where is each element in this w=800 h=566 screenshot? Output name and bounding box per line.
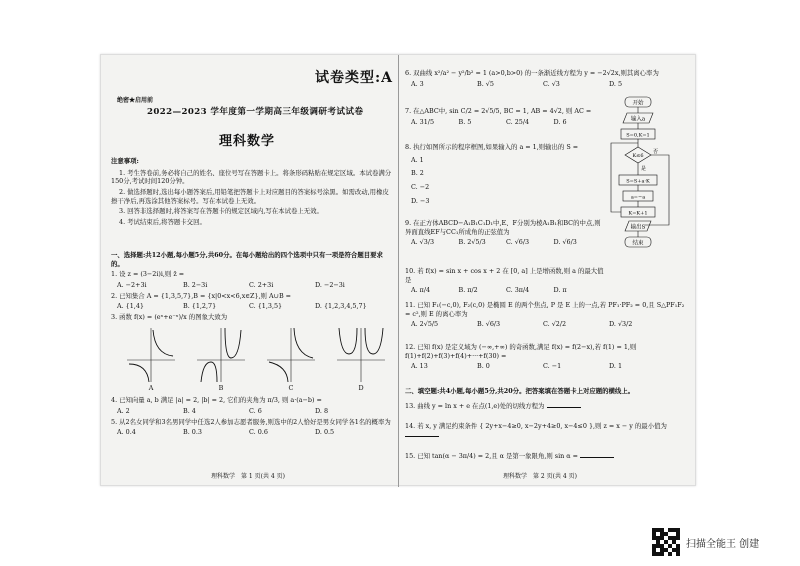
- option: B. {1,2,7}: [183, 302, 217, 311]
- question-2: 2. 已知集合 A = {1,3,5,7},B = {x|0<x<6,x∈Z},则 A∪B =: [111, 291, 292, 300]
- secret-label: 绝密★启用前: [117, 97, 154, 104]
- option: B. 0.3: [183, 428, 202, 437]
- fill-in-section: [405, 387, 691, 460]
- option: B. 2√5/3: [458, 238, 486, 247]
- flow-end: 结束: [632, 240, 644, 247]
- option: D. 0.5: [315, 428, 335, 437]
- option: A. 2√5/5: [411, 320, 439, 329]
- options-4: [111, 407, 381, 416]
- options-9: [405, 238, 601, 247]
- option: C. {1,3,5}: [249, 302, 283, 311]
- option: D. 5: [609, 79, 623, 88]
- option: C. 6: [249, 407, 262, 416]
- option: B. √5: [477, 79, 494, 88]
- question-6: [405, 69, 691, 88]
- option: D. −2−3i: [315, 280, 345, 289]
- notes: [111, 157, 393, 228]
- question-13: [405, 402, 691, 411]
- graph-a-plot: [125, 324, 177, 384]
- question-3: 3. 函数 f(x) = (eˣ+e⁻ˣ)/x 的图象大致为: [111, 312, 228, 321]
- options-10: [405, 286, 601, 295]
- flow-sum: S=S+a·K: [626, 178, 650, 185]
- options-1: [111, 281, 381, 290]
- question-9: [405, 219, 605, 247]
- flow-yes: 是: [641, 166, 647, 172]
- option: C. √6/3: [506, 238, 530, 247]
- flow-condition: K≤6: [632, 153, 644, 159]
- graph-b-plot: [195, 324, 247, 384]
- options-7: [405, 118, 601, 127]
- answer-blank: [580, 457, 614, 458]
- option: C. 0.6: [249, 428, 268, 437]
- options-5: [111, 428, 381, 437]
- option: A. √3/3: [411, 238, 435, 247]
- flow-increment: K=K+1: [628, 210, 648, 217]
- function-graphs: [111, 324, 395, 394]
- graph-c-plot: [265, 324, 317, 384]
- question-7: [405, 107, 605, 126]
- question-text: 8. 执行如图所示的程序框图,如果输入的 a = 1,则输出的 S =: [405, 143, 579, 151]
- option: A. π/4: [411, 286, 431, 295]
- option: D. 1: [609, 362, 623, 371]
- question-10: [405, 267, 605, 295]
- option: B. 5: [458, 117, 472, 126]
- option: B. 2: [411, 169, 424, 178]
- paper-type: 试卷类型:A: [315, 70, 394, 86]
- notes-heading: 注意事项:: [111, 157, 139, 165]
- graph-label: D: [358, 384, 364, 393]
- graph-b: [195, 324, 247, 394]
- note-item: 4. 考试结束后,将答题卡交回。: [119, 217, 206, 226]
- option: C. 3π/4: [506, 286, 530, 295]
- section-heading: 二、填空题:共4小题,每小题5分,共20分。把答案填在答题卡上对应题的横线上。: [405, 387, 635, 395]
- page-2: [399, 55, 697, 487]
- option: C. 2+3i: [249, 280, 274, 289]
- option: D. {1,2,3,4,5,7}: [315, 302, 367, 311]
- option: D. −3: [411, 196, 430, 205]
- choice-section-left: [111, 251, 395, 437]
- option: D. 8: [315, 407, 329, 416]
- answer-blank: [547, 407, 581, 408]
- question-text: 11. 已知 F₁(−c,0), F₂(c,0) 是椭圆 E 的两个焦点, P 是 E 上的一点,若 PF₁·PF₂ = 0,且 S△PF₁F₂ = c²,则 E 的离心率为: [405, 301, 685, 318]
- option: C. √2/2: [543, 320, 567, 329]
- option: B. 4: [183, 407, 196, 416]
- exam-sheet: [100, 54, 696, 486]
- note-item: 1. 考生答卷前,务必将自己的姓名、座位号写在答题卡上。将条形码粘贴在规定区域。本试卷满分150分,考试时间120分钟。: [111, 168, 392, 186]
- subject-title: 理科数学: [219, 134, 276, 149]
- page-footer: 理科数学 第 1 页(共 4 页): [211, 472, 285, 480]
- question-15: [405, 452, 691, 461]
- option: B. 0: [477, 362, 490, 371]
- options-12: [405, 362, 675, 371]
- option: B. 2−3i: [183, 280, 208, 289]
- question-text: 12. 已知 f(x) 是定义域为 (−∞,+∞) 的奇函数,满足 f(x) = f(2−x),若 f(1) = 1,则 f(1)+f(2)+f(3)+f(4)+···+f(30) =: [405, 343, 637, 360]
- question-text: 14. 若 x, y 满足约束条件 { 2y+x−4≥0, x−2y+4≥0, x−4≤0 },则 z = x − y 的最小值为: [405, 422, 667, 431]
- flow-init: S=0,K=1: [626, 132, 650, 139]
- flow-input: 输入a: [630, 116, 646, 123]
- flow-start: 开始: [632, 100, 644, 107]
- page-footer: 理科数学 第 2 页(共 4 页): [503, 472, 577, 480]
- option: A. 3: [411, 79, 424, 88]
- option: C. −1: [543, 362, 562, 371]
- answer-blank: [405, 436, 439, 437]
- scanner-label: 扫描全能王 创建: [686, 538, 760, 550]
- question-text: 15. 已知 tan(α − 3π/4) = 2,且 α 是第一象限角,则 sin α =: [405, 451, 578, 460]
- flow-output: 输出S: [630, 224, 646, 231]
- option: C. 25/4: [506, 117, 530, 126]
- options-2: [111, 302, 381, 311]
- graph-label: C: [288, 384, 294, 393]
- option: A. {1,4}: [117, 302, 144, 311]
- question-text: 6. 双曲线 x²/a² − y²/b² = 1 (a>0,b>0) 的一条渐近线方程为 y = −2√2x,则其离心率为: [405, 69, 659, 77]
- question-12: [405, 343, 691, 371]
- section-heading: 一、选择题:共12小题,每小题5分,共60分。在每小题给出的四个选项中只有一项是符合题目要求的。: [111, 251, 383, 268]
- question-text: 10. 若 f(x) = sin x + cos x + 2 在 [0, a] 上是增函数,则 a 的最大值是: [405, 267, 604, 284]
- note-item: 2. 做选择题时,选出每小题答案后,用铅笔把答题卡上对应题目的答案标号涂黑。如需改动,用橡皮擦干净后,再选涂其他答案标号。写在本试卷上无效。: [111, 187, 389, 205]
- option: D. √6/3: [553, 238, 577, 247]
- option: A. 0.4: [117, 428, 136, 437]
- question-text: 7. 在△ABC中, sin C/2 = 2√5/5, BC = 1, AB = 4√2, 则 AC =: [405, 107, 592, 115]
- graph-c: [265, 324, 317, 394]
- options-11: [405, 320, 675, 329]
- option: C. √3: [543, 79, 560, 88]
- graph-label: A: [148, 384, 154, 393]
- option: D. π: [553, 286, 567, 295]
- question-5: 5. 从2名女同学和3名男同学中任选2人参加志愿者服务,则选中的2人恰好是男女同学各1名的概率为: [111, 417, 391, 426]
- question-4: 4. 已知向量 a, b 满足 |a| = 2, |b| = 2, 它们的夹角为 π/3, 则 a·(a−b) =: [111, 396, 322, 405]
- option: A. 2: [117, 407, 130, 416]
- question-text: 13. 曲线 y = ln x + e 在点(1,e)处的切线方程为: [405, 401, 545, 410]
- graph-a: [125, 324, 177, 394]
- option: C. −2: [411, 182, 430, 191]
- option: B. π/2: [458, 286, 478, 295]
- program-flowchart: [605, 95, 689, 265]
- qr-code-icon: [652, 528, 680, 556]
- option: A. 31/5: [411, 117, 435, 126]
- graph-label: B: [218, 384, 224, 393]
- graph-d: [335, 324, 387, 394]
- option: A. 1: [411, 155, 424, 164]
- option: A. 13: [411, 362, 428, 371]
- graph-d-plot: [335, 324, 387, 384]
- question-1: 1. 设 z = (3−2i)i,则 z̄ =: [111, 270, 185, 279]
- page-1: [101, 55, 399, 487]
- question-text: 9. 在正方体ABCD−A₁B₁C₁D₁中,E、F分别为棱A₁B₁和BC的中点,则异面直线EF与CC₁所成角的正弦值为: [405, 219, 601, 236]
- option: A. −2+3i: [117, 280, 147, 289]
- exam-title: 2022—2023 学年度第一学期高三年级调研考试试卷: [147, 107, 364, 117]
- option: B. √6/3: [477, 320, 501, 329]
- question-14: [405, 422, 691, 439]
- note-item: 3. 回答非选择题时,将答案写在答题卡的规定区域内,写在本试卷上无效。: [119, 207, 323, 216]
- flow-negate: a=−a: [630, 194, 646, 201]
- question-8: [405, 143, 605, 205]
- option: D. √3/2: [609, 320, 633, 329]
- scanner-watermark: [652, 528, 759, 556]
- option: D. 6: [553, 117, 567, 126]
- question-11: [405, 301, 691, 329]
- options-6: [405, 80, 675, 89]
- flow-no: 否: [653, 149, 659, 155]
